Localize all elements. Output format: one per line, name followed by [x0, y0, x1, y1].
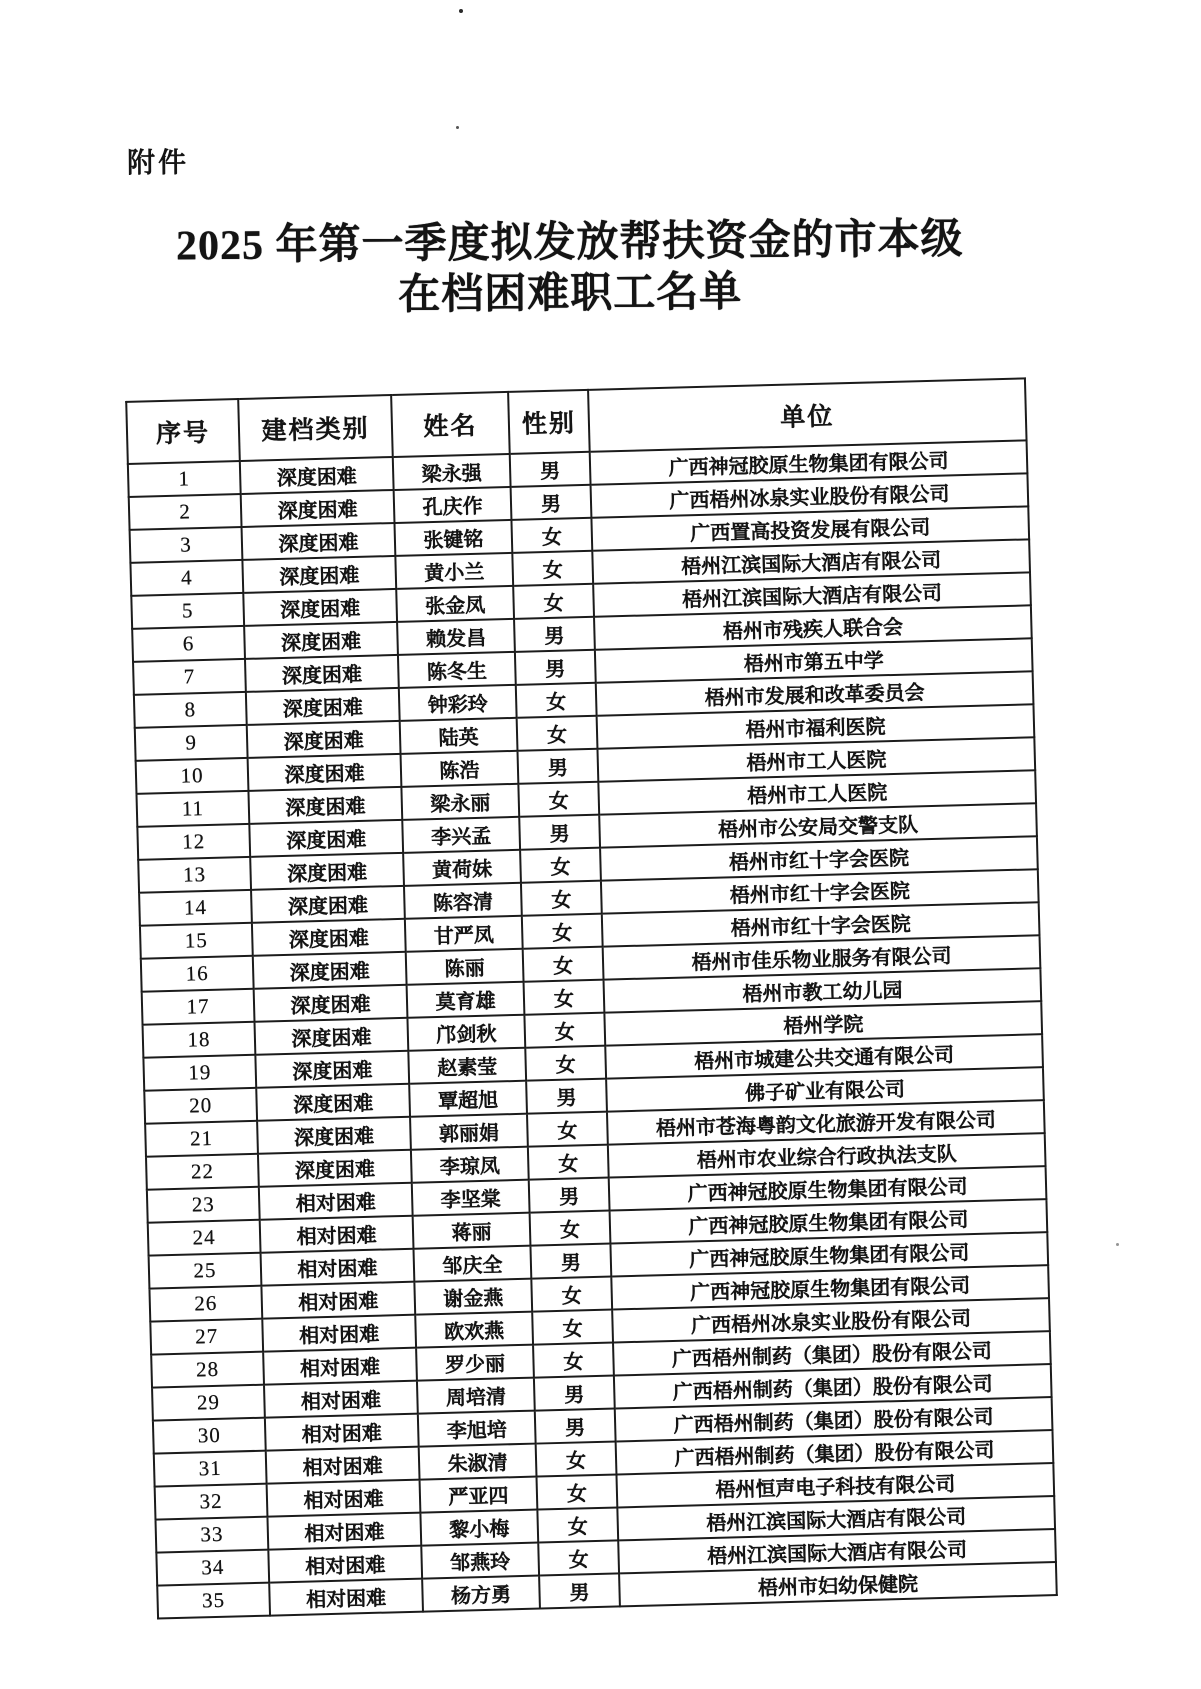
cell-name: 梁永丽 [401, 784, 519, 820]
cell-unit: 梧州市农业综合行政执法支队 [608, 1133, 1046, 1177]
cell-index: 32 [155, 1484, 268, 1520]
cell-name: 蒋丽 [413, 1213, 531, 1249]
cell-gender: 男 [514, 617, 595, 652]
cell-unit: 梧州市红十字会医院 [602, 902, 1040, 946]
cell-index: 34 [156, 1550, 269, 1586]
cell-unit: 广西置高投资发展有限公司 [591, 506, 1029, 550]
cell-category: 相对困难 [259, 1183, 413, 1220]
cell-gender: 男 [510, 452, 591, 487]
cell-gender: 女 [518, 782, 599, 817]
cell-unit: 梧州江滨国际大酒店有限公司 [618, 1529, 1056, 1573]
cell-name: 赵素莹 [408, 1048, 526, 1084]
cell-category: 深度困难 [242, 556, 396, 593]
cell-unit: 梧州学院 [604, 1001, 1042, 1045]
cell-gender: 男 [530, 1244, 611, 1279]
cell-gender: 女 [533, 1343, 614, 1378]
cell-gender: 男 [515, 650, 596, 685]
cell-name: 甘严凤 [405, 916, 523, 952]
cell-name: 黄小兰 [395, 553, 513, 589]
cell-gender: 女 [530, 1211, 611, 1246]
cell-name: 陈冬生 [398, 652, 516, 688]
cell-name: 钟彩玲 [399, 685, 517, 721]
cell-category: 相对困难 [261, 1282, 415, 1319]
cell-name: 李琼凤 [411, 1147, 529, 1183]
cell-index: 6 [132, 626, 245, 662]
cell-category: 深度困难 [256, 1084, 410, 1121]
cell-category: 相对困难 [263, 1348, 417, 1385]
cell-gender: 女 [522, 914, 603, 949]
cell-unit: 广西梧州制药（集团）股份有限公司 [615, 1397, 1053, 1441]
cell-category: 深度困难 [245, 655, 399, 692]
cell-category: 深度困难 [246, 688, 400, 725]
cell-unit: 广西梧州制药（集团）股份有限公司 [613, 1331, 1051, 1375]
cell-name: 谢金燕 [414, 1279, 532, 1315]
cell-unit: 梧州市佳乐物业服务有限公司 [603, 935, 1041, 979]
cell-unit: 梧州市教工幼儿园 [604, 968, 1042, 1012]
cell-gender: 女 [536, 1441, 617, 1476]
cell-unit: 梧州江滨国际大酒店有限公司 [593, 572, 1031, 616]
cell-name: 陈丽 [406, 949, 524, 985]
document-title-line1: 2025 年第一季度拟发放帮扶资金的市本级 [175, 216, 964, 270]
cell-category: 深度困难 [244, 622, 398, 659]
cell-category: 相对困难 [267, 1513, 421, 1550]
cell-index: 8 [134, 692, 247, 728]
cell-category: 相对困难 [267, 1480, 421, 1517]
cell-gender: 女 [517, 716, 598, 751]
cell-category: 相对困难 [262, 1315, 416, 1352]
cell-index: 3 [130, 527, 243, 563]
cell-category: 深度困难 [247, 721, 401, 758]
cell-gender: 女 [537, 1507, 618, 1542]
cell-unit: 梧州江滨国际大酒店有限公司 [592, 539, 1030, 583]
cell-category: 深度困难 [242, 523, 396, 560]
cell-category: 深度困难 [243, 589, 397, 626]
scan-speck [459, 9, 463, 13]
cell-index: 5 [131, 593, 244, 629]
cell-unit: 广西神冠胶原生物集团有限公司 [590, 440, 1028, 484]
cell-name: 邹庆全 [413, 1246, 531, 1282]
cell-unit: 梧州江滨国际大酒店有限公司 [617, 1496, 1055, 1540]
cell-index: 4 [130, 560, 243, 596]
cell-gender: 男 [517, 749, 598, 784]
cell-gender: 男 [519, 815, 600, 850]
cell-unit: 广西神冠胶原生物集团有限公司 [610, 1199, 1048, 1243]
cell-name: 李坚棠 [412, 1180, 530, 1216]
cell-index: 31 [154, 1451, 267, 1487]
cell-index: 14 [139, 890, 252, 926]
cell-name: 黎小梅 [420, 1510, 538, 1546]
cell-category: 深度困难 [254, 985, 408, 1022]
cell-index: 15 [140, 923, 253, 959]
cell-index: 30 [153, 1418, 266, 1454]
cell-category: 相对困难 [268, 1546, 422, 1583]
table-body [128, 440, 1057, 1618]
cell-index: 1 [128, 461, 241, 497]
cell-gender: 女 [532, 1310, 613, 1345]
cell-category: 相对困难 [269, 1579, 423, 1616]
cell-unit: 梧州恒声电子科技有限公司 [616, 1463, 1054, 1507]
cell-name: 陈浩 [401, 751, 519, 787]
cell-unit: 梧州市第五中学 [595, 638, 1033, 682]
cell-name: 邝剑秋 [407, 1015, 525, 1051]
cell-name: 覃超旭 [409, 1081, 527, 1117]
cell-gender: 男 [511, 485, 592, 520]
cell-gender: 女 [527, 1112, 608, 1147]
cell-gender: 女 [520, 848, 601, 883]
cell-unit: 梧州市福利医院 [597, 704, 1035, 748]
cell-unit: 梧州市工人医院 [597, 737, 1035, 781]
cell-gender: 女 [536, 1474, 617, 1509]
cell-name: 欧欢燕 [415, 1312, 533, 1348]
cell-name: 罗少丽 [416, 1345, 534, 1381]
cell-index: 7 [133, 659, 246, 695]
cell-name: 严亚四 [420, 1477, 538, 1513]
cell-name: 张键铭 [394, 520, 512, 556]
cell-category: 深度困难 [240, 457, 394, 494]
cell-category: 深度困难 [254, 1018, 408, 1055]
cell-index: 18 [143, 1022, 256, 1058]
cell-unit: 梧州市苍海粤韵文化旅游开发有限公司 [607, 1100, 1045, 1144]
cell-category: 深度困难 [255, 1051, 409, 1088]
header-category: 建档类别 [238, 395, 393, 461]
cell-gender: 女 [531, 1277, 612, 1312]
cell-gender: 男 [529, 1178, 610, 1213]
cell-unit: 广西梧州制药（集团）股份有限公司 [616, 1430, 1054, 1474]
cell-category: 深度困难 [253, 952, 407, 989]
cell-gender: 女 [525, 1046, 606, 1081]
cell-index: 13 [138, 857, 251, 893]
header-gender: 性别 [508, 390, 590, 454]
cell-name: 莫育雄 [407, 982, 525, 1018]
cell-index: 35 [157, 1583, 270, 1619]
cell-gender: 女 [524, 1013, 605, 1048]
cell-category: 深度困难 [251, 886, 405, 923]
cell-category: 深度困难 [249, 820, 403, 857]
scan-speck [456, 126, 459, 129]
cell-unit: 广西梧州制药（集团）股份有限公司 [614, 1364, 1052, 1408]
cell-name: 朱淑清 [419, 1444, 537, 1480]
cell-index: 11 [136, 791, 249, 827]
cell-gender: 女 [513, 584, 594, 619]
cell-category: 相对困难 [260, 1216, 414, 1253]
cell-category: 深度困难 [250, 853, 404, 890]
cell-unit: 佛子矿业有限公司 [606, 1067, 1044, 1111]
roster-table-container [125, 377, 1056, 1619]
cell-index: 24 [148, 1220, 261, 1256]
cell-index: 26 [149, 1286, 262, 1322]
cell-index: 21 [145, 1121, 258, 1157]
cell-category: 深度困难 [241, 490, 395, 527]
scan-speck [1116, 1243, 1119, 1246]
cell-index: 20 [144, 1088, 257, 1124]
cell-unit: 梧州市红十字会医院 [601, 869, 1039, 913]
cell-gender: 男 [539, 1573, 620, 1608]
cell-name: 陈容清 [404, 883, 522, 919]
cell-index: 23 [147, 1187, 260, 1223]
cell-name: 孔庆作 [394, 487, 512, 523]
cell-name: 周培清 [417, 1378, 535, 1414]
cell-gender: 女 [528, 1145, 609, 1180]
cell-unit: 梧州市发展和改革委员会 [596, 671, 1034, 715]
cell-name: 张金凤 [396, 586, 514, 622]
header-name: 姓名 [391, 392, 510, 457]
cell-index: 29 [152, 1385, 265, 1421]
cell-unit: 梧州市残疾人联合会 [594, 605, 1032, 649]
cell-category: 相对困难 [265, 1414, 419, 1451]
cell-index: 19 [143, 1055, 256, 1091]
cell-index: 2 [129, 494, 242, 530]
cell-category: 相对困难 [266, 1447, 420, 1484]
cell-index: 25 [149, 1253, 262, 1289]
cell-index: 28 [151, 1352, 264, 1388]
cell-name: 赖发昌 [397, 619, 515, 655]
cell-index: 12 [137, 824, 250, 860]
cell-name: 李旭培 [418, 1411, 536, 1447]
document-title-line2: 在档困难职工名单 [398, 269, 743, 319]
cell-unit: 广西梧州冰泉实业股份有限公司 [612, 1298, 1050, 1342]
header-unit: 单位 [588, 378, 1026, 451]
cell-name: 黄荷妹 [403, 850, 521, 886]
cell-gender: 女 [523, 947, 604, 982]
cell-index: 22 [146, 1154, 259, 1190]
cell-unit: 梧州市工人医院 [598, 770, 1036, 814]
cell-unit: 梧州市红十字会医院 [600, 836, 1038, 880]
attachment-label: 附件 [126, 147, 190, 180]
cell-index: 16 [141, 956, 254, 992]
cell-category: 相对困难 [261, 1249, 415, 1286]
cell-unit: 广西神冠胶原生物集团有限公司 [610, 1232, 1048, 1276]
cell-unit: 梧州市公安局交警支队 [599, 803, 1037, 847]
cell-category: 深度困难 [252, 919, 406, 956]
cell-gender: 女 [538, 1540, 619, 1575]
cell-index: 9 [135, 725, 248, 761]
roster-table [125, 377, 1058, 1619]
cell-unit: 梧州市妇幼保健院 [619, 1562, 1057, 1606]
cell-gender: 女 [524, 980, 605, 1015]
cell-category: 深度困难 [248, 787, 402, 824]
cell-gender: 男 [535, 1409, 616, 1444]
cell-name: 郭丽娟 [410, 1114, 528, 1150]
cell-unit: 广西神冠胶原生物集团有限公司 [609, 1166, 1047, 1210]
cell-category: 深度困难 [248, 754, 402, 791]
cell-gender: 女 [511, 518, 592, 553]
cell-gender: 男 [526, 1079, 607, 1114]
cell-gender: 男 [534, 1376, 615, 1411]
cell-gender: 女 [516, 683, 597, 718]
cell-category: 深度困难 [257, 1117, 411, 1154]
cell-index: 17 [142, 989, 255, 1025]
cell-gender: 女 [521, 881, 602, 916]
cell-unit: 广西神冠胶原生物集团有限公司 [611, 1265, 1049, 1309]
cell-name: 陆英 [400, 718, 518, 754]
cell-name: 杨方勇 [422, 1576, 540, 1612]
document-title [30, 213, 1111, 325]
cell-index: 27 [150, 1319, 263, 1355]
cell-name: 邹燕玲 [421, 1543, 539, 1579]
cell-name: 李兴孟 [402, 817, 520, 853]
cell-index: 10 [136, 758, 249, 794]
cell-unit: 广西梧州冰泉实业股份有限公司 [591, 473, 1029, 517]
cell-gender: 女 [512, 551, 593, 586]
cell-category: 深度困难 [258, 1150, 412, 1187]
cell-unit: 梧州市城建公共交通有限公司 [605, 1034, 1043, 1078]
cell-index: 33 [155, 1517, 268, 1553]
cell-category: 相对困难 [264, 1381, 418, 1418]
header-index: 序号 [126, 399, 240, 464]
cell-name: 梁永强 [393, 454, 511, 490]
